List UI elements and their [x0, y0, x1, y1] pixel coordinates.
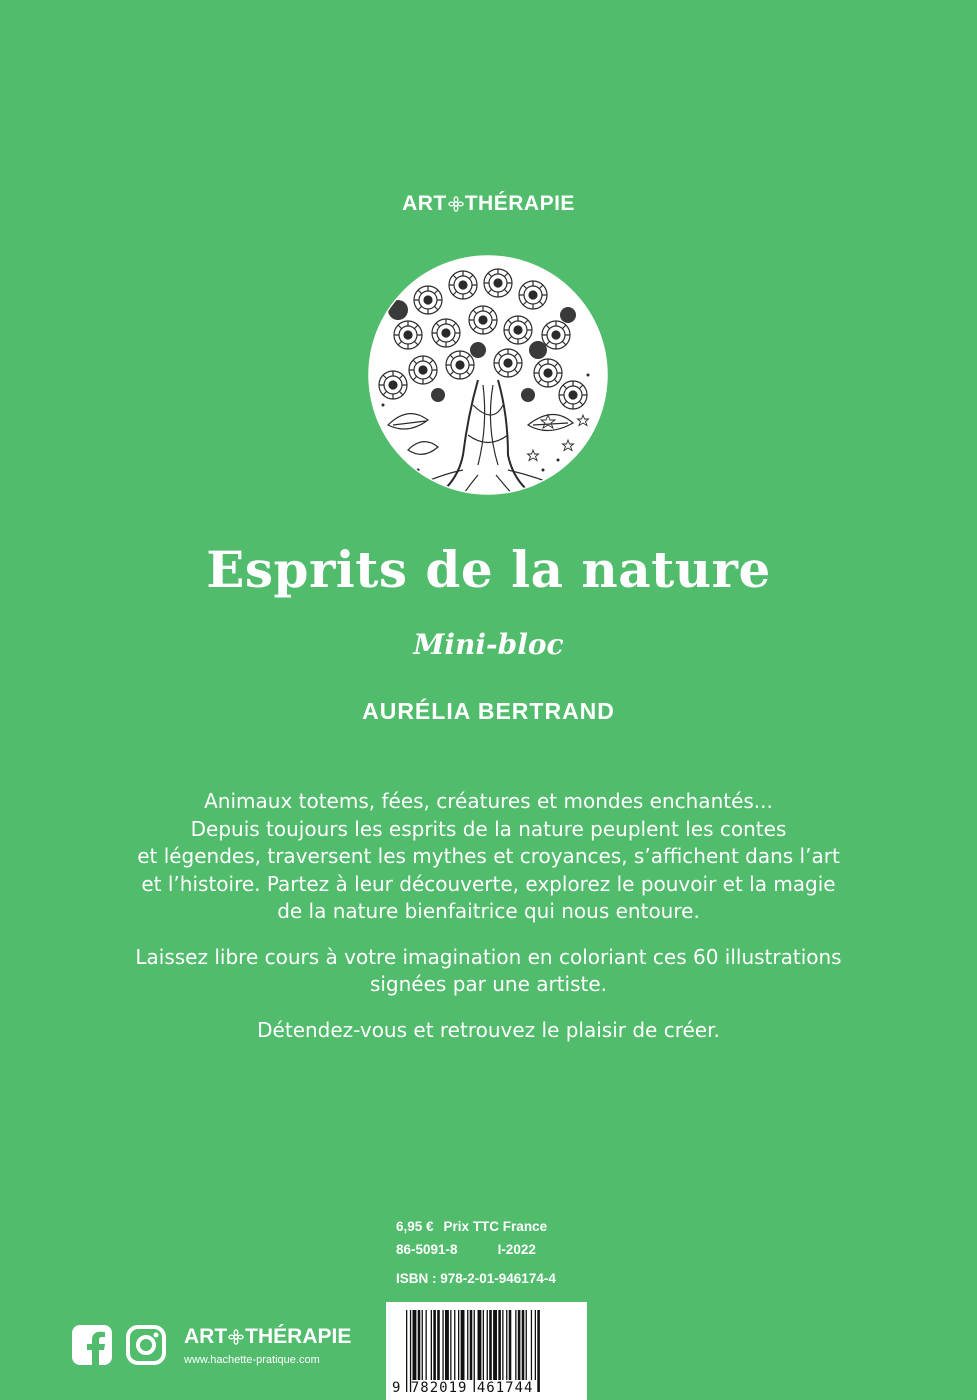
- isbn: ISBN : 978-2-01-946174-4: [396, 1271, 556, 1286]
- book-subtitle: Mini-bloc: [413, 628, 564, 661]
- book-author: AURÉLIA BERTRAND: [362, 698, 615, 724]
- barcode-digits: 9 782019 461744: [392, 1380, 534, 1396]
- description-line: de la nature bienfaitrice qui nous entoure.: [277, 899, 700, 923]
- series-brand: [0, 192, 977, 216]
- pricing-info: [396, 1215, 586, 1290]
- product-code: 86-5091-8: [396, 1242, 458, 1257]
- description-line: signées par une artiste.: [369, 972, 608, 996]
- description-paragraph-2: [60, 944, 917, 999]
- book-title: Esprits de la nature: [206, 540, 771, 599]
- social-links: [72, 1325, 166, 1365]
- book-description: [60, 788, 917, 1062]
- price-label: Prix TTC France: [443, 1219, 548, 1234]
- flower-icon: [228, 1329, 244, 1345]
- tree-illustration: [368, 255, 608, 495]
- description-line: Laissez libre cours à votre imagination en coloriant ces 60 illustrations: [135, 944, 842, 969]
- facebook-icon[interactable]: [72, 1325, 112, 1365]
- barcode: [386, 1302, 587, 1400]
- description-paragraph-3: Détendez-vous et retrouvez le plaisir de créer.: [257, 1017, 720, 1042]
- instagram-icon[interactable]: [126, 1325, 166, 1365]
- edition-code: I-2022: [497, 1242, 536, 1257]
- price-row: [396, 1215, 586, 1238]
- series-brand-word-therapie: THÉRAPIE: [464, 192, 575, 216]
- description-line: et l’histoire. Partez à leur découverte, explorez le pouvoir et la magie: [141, 871, 836, 896]
- flower-icon: [448, 196, 464, 212]
- series-brand-word-art: ART: [402, 192, 447, 216]
- description-paragraph-1: [60, 788, 917, 926]
- description-line: et légendes, traversent les mythes et croyances, s’affichent dans l’art: [137, 844, 840, 868]
- price: 6,95 €: [396, 1219, 434, 1234]
- footer-brand-word-therapie: THÉRAPIE: [245, 1325, 352, 1349]
- footer-brand: [184, 1325, 351, 1349]
- description-line: Animaux totems, fées, créatures et mondes enchantés...: [204, 789, 773, 813]
- publisher-url[interactable]: www.hachette-pratique.com: [184, 1354, 320, 1366]
- code-row: [396, 1238, 586, 1261]
- footer-brand-word-art: ART: [184, 1325, 228, 1349]
- description-line: Depuis toujours les esprits de la nature peuplent les contes: [190, 816, 787, 841]
